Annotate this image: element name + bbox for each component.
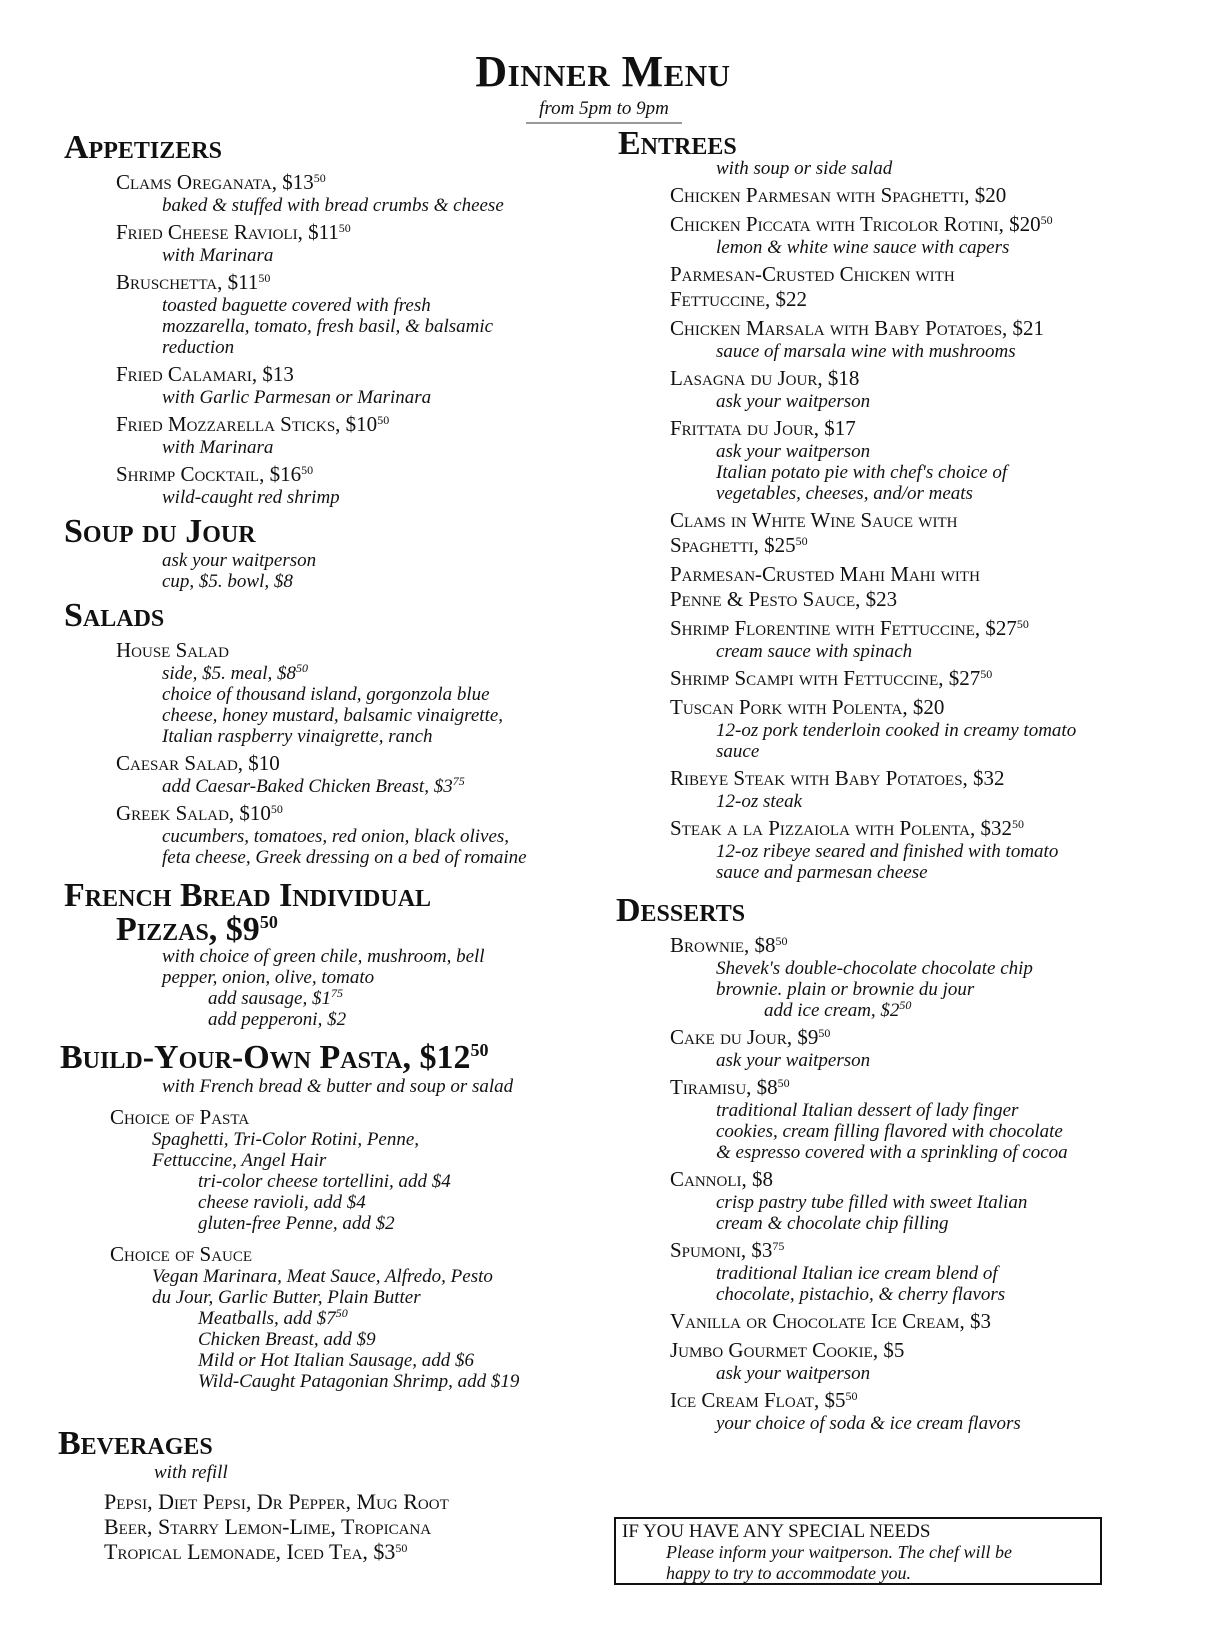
item-price-text: side, $5. meal, $8 — [162, 663, 297, 684]
item-addon-text: add Caesar-Baked Chicken Breast, $3 — [162, 776, 453, 797]
menu-item — [622, 695, 1122, 762]
item-desc: traditional Italian dessert of lady finger — [716, 1100, 1019, 1121]
item-name-text: Shrimp Florentine with Fettuccine, $27 — [670, 616, 1017, 640]
item-name: Caesar Salad, $10 — [116, 751, 280, 775]
entrees-section — [618, 125, 1122, 883]
item-name-text: Steak a la Pizzaiola with Polenta, $32 — [670, 816, 1013, 840]
note-heading: IF YOU HAVE ANY SPECIAL NEEDS — [622, 1521, 931, 1542]
item-name — [64, 362, 584, 387]
menu-item — [622, 366, 1122, 412]
pizzas-heading: French Bread Individual — [64, 877, 432, 914]
item-name-text: Spaghetti, $25 — [670, 533, 796, 557]
item-cents: 50 — [1040, 213, 1053, 227]
soup-heading: Soup du Jour — [64, 513, 256, 550]
item-name — [622, 533, 1122, 558]
item-name — [622, 616, 1122, 641]
item-name-text: Clams Oreganata, $13 — [116, 170, 314, 194]
appetizers-list — [64, 170, 584, 508]
item-name-text: Cannoli, $8 — [670, 1167, 773, 1191]
item-desc: ask your waitperson — [716, 1050, 871, 1071]
item-desc: ask your waitperson — [716, 1363, 871, 1384]
item-name — [622, 1338, 1122, 1363]
item-desc: ask your waitperson — [716, 391, 871, 412]
item-name-text: Shrimp Scampi with Fettuccine, $27 — [670, 666, 981, 690]
menu-item — [622, 183, 1122, 208]
item-cents: 75 — [772, 1239, 785, 1253]
item-desc: with Garlic Parmesan or Marinara — [162, 387, 432, 408]
item-desc: with Marinara — [162, 437, 274, 458]
item-cents: 50 — [775, 934, 788, 948]
menu-item-house-salad — [64, 638, 584, 747]
item-desc: your choice of soda & ice cream flavors — [716, 1413, 1021, 1434]
beverages-line: Beer, Starry Lemon-Lime, Tropicana — [104, 1514, 432, 1539]
menu-item — [622, 1238, 1122, 1305]
pasta-choice-desc: Spaghetti, Tri-Color Rotini, Penne, — [152, 1129, 420, 1150]
menu-item — [622, 1338, 1122, 1384]
menu-item — [64, 462, 584, 508]
desserts-heading: Desserts — [616, 892, 746, 929]
beverages-last-text: Tropical Lemonade, Iced Tea, $3 — [104, 1539, 396, 1564]
item-name-text: Chicken Piccata with Tricolor Rotini, $20 — [670, 212, 1041, 236]
menu-item — [64, 220, 584, 266]
item-name: House Salad — [116, 638, 229, 662]
item-name — [622, 1075, 1122, 1100]
pizzas-addon-text: add sausage, $1 — [208, 988, 331, 1009]
item-name-text: Bruschetta, $11 — [116, 270, 259, 294]
item-name — [622, 1388, 1122, 1413]
pizzas-addon — [64, 988, 584, 1009]
item-desc: & espresso covered with a sprinkling of cocoa — [716, 1142, 1068, 1163]
item-desc: traditional Italian ice cream blend of — [716, 1263, 998, 1284]
menu-item — [622, 212, 1122, 258]
appetizers-section — [64, 130, 584, 508]
item-desc: cream sauce with spinach — [716, 641, 913, 662]
pasta-heading — [60, 1040, 584, 1076]
item-cents: 50 — [818, 1026, 831, 1040]
item-name — [64, 220, 584, 245]
menu-item — [622, 1075, 1122, 1163]
salads-heading: Salads — [64, 597, 165, 634]
item-name-text: Vanilla or Chocolate Ice Cream, $3 — [670, 1309, 991, 1333]
item-desc: chocolate, pistachio, & cherry flavors — [716, 1284, 1006, 1305]
item-cents: 50 — [301, 463, 314, 477]
sauce-choice-desc: du Jour, Garlic Butter, Plain Butter — [152, 1287, 421, 1308]
menu-item — [622, 933, 1122, 1021]
item-name — [622, 508, 1122, 533]
item-name-text: Clams in White Wine Sauce with — [670, 508, 958, 532]
item-desc: cucumbers, tomatoes, red onion, black olives, — [162, 826, 510, 847]
item-name-text: Fried Mozzarella Sticks, $10 — [116, 412, 378, 436]
item-name-text: Spumoni, $3 — [670, 1238, 773, 1262]
menu-item — [622, 666, 1122, 691]
menu-item-greek-salad — [64, 801, 584, 868]
item-name-text: Fried Calamari, $13 — [116, 362, 294, 386]
pizzas-desc: pepper, onion, olive, tomato — [162, 967, 375, 988]
item-name-text: Chicken Parmesan with Spaghetti, $20 — [670, 183, 1007, 207]
item-cents: 50 — [980, 667, 993, 681]
pizzas-desc: with choice of green chile, mushroom, bell — [162, 946, 485, 967]
item-name-text: Brownie, $8 — [670, 933, 776, 957]
item-cents: 50 — [258, 271, 271, 285]
item-name-text: Parmesan-Crusted Chicken with — [670, 262, 955, 286]
right-column — [616, 125, 1122, 1434]
sauce-addon — [64, 1308, 584, 1329]
item-name-text: Shrimp Cocktail, $16 — [116, 462, 302, 486]
item-name-text: Penne & Pesto Sauce, $23 — [670, 587, 898, 611]
pasta-choice-desc: Fettuccine, Angel Hair — [152, 1150, 327, 1171]
item-name — [622, 695, 1122, 720]
item-cents: 50 — [845, 1389, 858, 1403]
special-needs-note — [614, 1517, 1102, 1585]
item-name-text: Greek Salad, $10 — [116, 801, 271, 825]
item-cents: 50 — [899, 998, 912, 1012]
item-cents: 75 — [452, 774, 465, 788]
salads-section — [64, 598, 584, 868]
entrees-list — [622, 183, 1122, 883]
menu-item — [622, 508, 1122, 558]
item-name — [622, 666, 1122, 691]
menu-item — [622, 766, 1122, 812]
item-desc: cookies, cream filling flavored with chocolate — [716, 1121, 1063, 1142]
item-cents: 50 — [1016, 617, 1029, 631]
sauce-addon-text: Meatballs, add $7 — [198, 1308, 336, 1329]
pasta-choice-heading: Choice of Pasta — [110, 1105, 250, 1129]
item-desc: crisp pastry tube filled with sweet Italian — [716, 1192, 1028, 1213]
sauce-addon-cents: 50 — [335, 1306, 348, 1320]
item-cents: 50 — [795, 534, 808, 548]
item-desc: with Marinara — [162, 245, 274, 266]
item-desc: mozzarella, tomato, fresh basil, & balsamic — [162, 316, 494, 337]
item-desc: cream & chocolate chip filling — [716, 1213, 949, 1234]
item-name — [622, 766, 1122, 791]
pasta-subtitle: with French bread & butter and soup or salad — [162, 1076, 514, 1097]
item-desc: choice of thousand island, gorgonzola blue — [162, 684, 490, 705]
pasta-addon: cheese ravioli, add $4 — [198, 1192, 366, 1213]
item-name — [622, 562, 1122, 587]
item-name — [622, 316, 1122, 341]
item-cents: 50 — [296, 661, 309, 675]
item-desc: 12-oz steak — [716, 791, 803, 812]
item-name — [622, 816, 1122, 841]
item-name — [64, 801, 584, 826]
menu-item — [622, 1309, 1122, 1334]
page-title: Dinner Menu — [475, 47, 731, 96]
pizzas-price-text: Pizzas, $9 — [116, 911, 260, 948]
item-cents: 50 — [313, 171, 326, 185]
item-name — [622, 287, 1122, 312]
item-cents: 50 — [777, 1076, 790, 1090]
item-name-text: Ice Cream Float, $5 — [670, 1388, 846, 1412]
item-desc: Italian potato pie with chef's choice of — [716, 462, 1008, 483]
item-desc: vegetables, cheeses, and/or meats — [716, 483, 973, 504]
item-desc: 12-oz ribeye seared and finished with tomato — [716, 841, 1059, 862]
pasta-addon: gluten-free Penne, add $2 — [198, 1213, 395, 1234]
soup-section — [64, 514, 584, 592]
item-cents: 50 — [1012, 817, 1025, 831]
item-name — [622, 1025, 1122, 1050]
item-name — [622, 366, 1122, 391]
item-name — [622, 1167, 1122, 1192]
item-name — [622, 1309, 1122, 1334]
item-price-desc — [64, 663, 584, 684]
beverages-cents: 50 — [395, 1541, 408, 1555]
beverages-line: Pepsi, Diet Pepsi, Dr Pepper, Mug Root — [104, 1489, 449, 1514]
item-addon-text: add ice cream, $2 — [764, 1000, 900, 1021]
item-desc: Italian raspberry vinaigrette, ranch — [162, 726, 433, 747]
item-name — [64, 170, 584, 195]
item-name-text: Chicken Marsala with Baby Potatoes, $21 — [670, 316, 1045, 340]
desserts-section — [616, 892, 1122, 1434]
menu-item — [64, 170, 584, 216]
pizzas-addon: add pepperoni, $2 — [208, 1009, 347, 1030]
item-cents: 50 — [270, 802, 283, 816]
item-name — [622, 1238, 1122, 1263]
item-addon — [64, 776, 584, 797]
item-desc: lemon & white wine sauce with capers — [716, 237, 1010, 258]
item-name — [622, 416, 1122, 441]
item-name — [622, 183, 1122, 208]
menu-item — [622, 316, 1122, 362]
sauce-choice-desc: Vegan Marinara, Meat Sauce, Alfredo, Pesto — [152, 1266, 493, 1287]
pasta-addon: tri-color cheese tortellini, add $4 — [198, 1171, 451, 1192]
menu-item — [622, 1167, 1122, 1234]
item-name — [622, 212, 1122, 237]
beverages-heading: Beverages — [58, 1425, 213, 1462]
menu-item — [622, 816, 1122, 883]
item-name-text: Parmesan-Crusted Mahi Mahi with — [670, 562, 980, 586]
item-desc: sauce of marsala wine with mushrooms — [716, 341, 1016, 362]
menu-item — [64, 270, 584, 358]
menu-item — [622, 616, 1122, 662]
menu-item — [64, 412, 584, 458]
item-desc: sauce and parmesan cheese — [716, 862, 928, 883]
menu-item — [622, 562, 1122, 612]
sauce-addon: Mild or Hot Italian Sausage, add $6 — [198, 1350, 475, 1371]
item-name — [622, 262, 1122, 287]
beverages-line — [64, 1539, 584, 1564]
item-name — [622, 587, 1122, 612]
pasta-cents: 50 — [470, 1040, 489, 1060]
sauce-choice-heading: Choice of Sauce — [110, 1242, 253, 1266]
pasta-section — [60, 1039, 584, 1392]
beverages-subtitle: with refill — [154, 1462, 228, 1483]
item-name — [64, 270, 584, 295]
item-name — [64, 412, 584, 437]
menu-item — [64, 362, 584, 408]
item-name-text: Ribeye Steak with Baby Potatoes, $32 — [670, 766, 1005, 790]
item-name-text: Fried Cheese Ravioli, $11 — [116, 220, 339, 244]
note-text: Please inform your waitperson. The chef will be — [666, 1542, 1012, 1562]
soup-desc: ask your waitperson — [162, 550, 317, 571]
item-name-text: Jumbo Gourmet Cookie, $5 — [670, 1338, 905, 1362]
entrees-subtitle: with soup or side salad — [716, 158, 893, 179]
entrees-heading: Entrees — [618, 125, 737, 162]
item-desc: wild-caught red shrimp — [162, 487, 340, 508]
item-name — [622, 933, 1122, 958]
soup-price: cup, $5. bowl, $8 — [162, 571, 293, 592]
menu-item — [622, 416, 1122, 504]
desserts-list — [622, 933, 1122, 1434]
menu-item — [622, 1388, 1122, 1434]
menu-item — [622, 262, 1122, 312]
item-name-text: Tiramisu, $8 — [670, 1075, 778, 1099]
item-desc: ask your waitperson — [716, 441, 871, 462]
item-name-text: Fettuccine, $22 — [670, 287, 807, 311]
item-desc: cheese, honey mustard, balsamic vinaigrette, — [162, 705, 504, 726]
sauce-addon: Chicken Breast, add $9 — [198, 1329, 376, 1350]
item-desc: 12-oz pork tenderloin cooked in creamy tomato — [716, 720, 1077, 741]
item-name-text: Tuscan Pork with Polenta, $20 — [670, 695, 945, 719]
item-desc: sauce — [716, 741, 760, 762]
item-desc: feta cheese, Greek dressing on a bed of romaine — [162, 847, 527, 868]
menu-item — [622, 1025, 1122, 1071]
item-name-text: Cake du Jour, $9 — [670, 1025, 819, 1049]
item-name — [64, 462, 584, 487]
sauce-addon: Wild-Caught Patagonian Shrimp, add $19 — [198, 1371, 520, 1392]
pizzas-section — [64, 878, 584, 1030]
item-name-text: Frittata du Jour, $17 — [670, 416, 856, 440]
pizzas-heading-price — [64, 911, 584, 948]
note-text: happy to try to accommodate you. — [666, 1563, 911, 1583]
item-cents: 50 — [377, 413, 390, 427]
appetizers-heading: Appetizers — [64, 129, 222, 166]
menu-item-caesar-salad — [64, 751, 584, 797]
item-desc: Shevek's double-chocolate chocolate chip — [716, 958, 1033, 979]
pizzas-addon-cents: 75 — [330, 986, 343, 1000]
item-name-text: Lasagna du Jour, $18 — [670, 366, 860, 390]
item-addon — [622, 1000, 1122, 1021]
pasta-heading-text: Build-Your-Own Pasta, $12 — [60, 1039, 471, 1076]
page-subtitle: from 5pm to 9pm — [526, 98, 682, 124]
item-cents: 50 — [338, 221, 351, 235]
item-desc: reduction — [162, 337, 235, 358]
pizzas-cents: 50 — [259, 912, 278, 932]
beverages-section — [58, 1425, 584, 1564]
item-desc: baked & stuffed with bread crumbs & cheese — [162, 195, 504, 216]
item-desc: brownie. plain or brownie du jour — [716, 979, 975, 1000]
item-desc: toasted baguette covered with fresh — [162, 295, 431, 316]
left-column — [58, 129, 584, 1564]
